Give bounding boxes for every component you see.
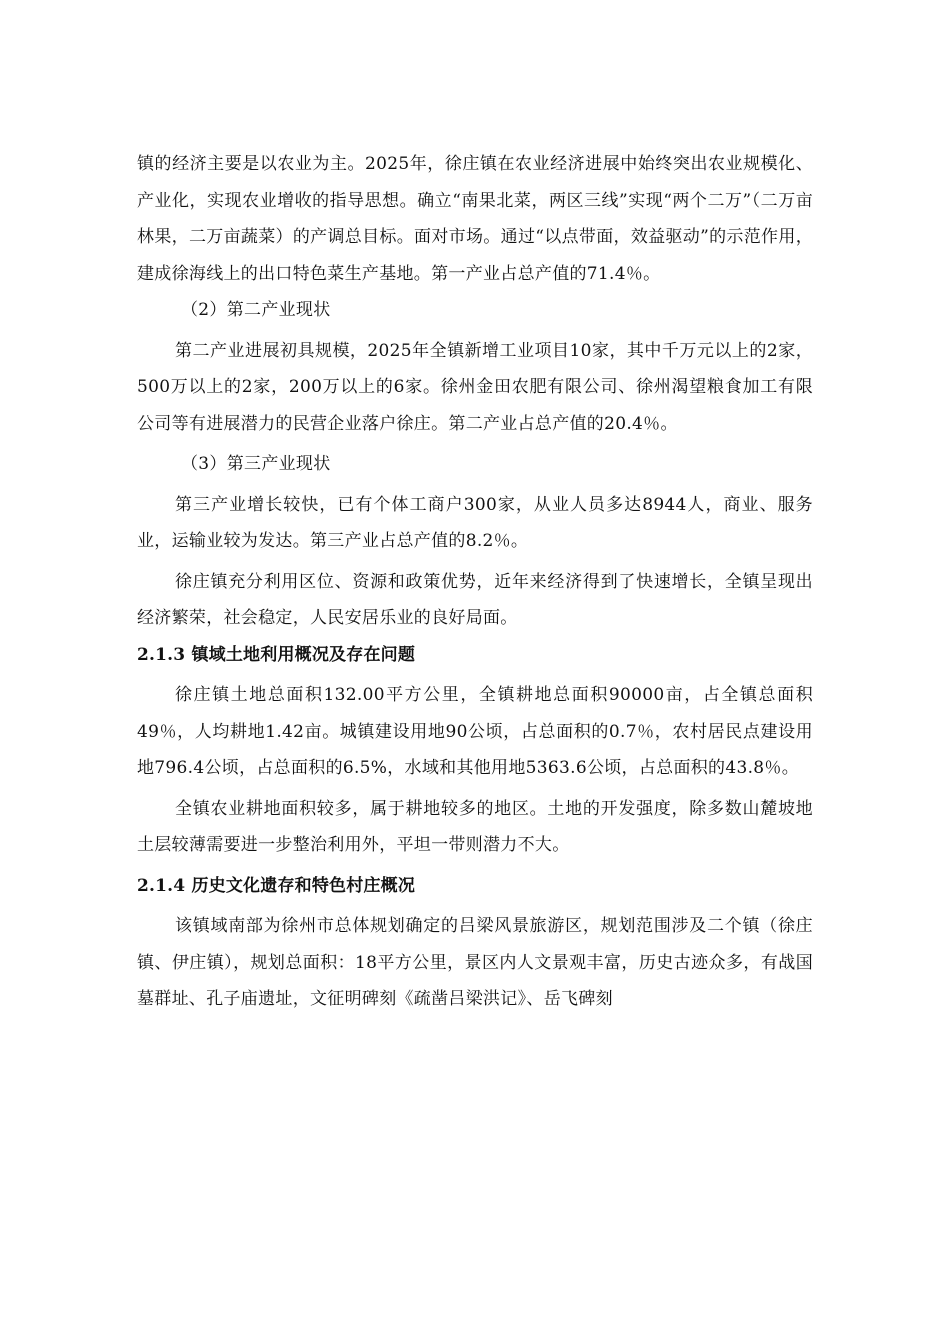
- paragraph-land-use: 徐庄镇土地总面积132.00平方公里，全镇耕地总面积90000亩，占全镇总面积49％，人均耕地1.42亩。城镇建设用地90公顷，占总面积的0.7％，农村居民点建设用地796.4公顷，占总面积的6.5%，水域和其他用地5363.6公顷，占总面积的43.8％。: [137, 685, 813, 778]
- subheading-secondary-industry: （2）第二产业现状: [181, 300, 331, 320]
- paragraph-primary-industry: 镇的经济主要是以农业为主。2025年，徐庄镇在农业经济进展中始终突出农业规模化、产业化，实现农业增收的指导思想。确立“南果北菜，两区三线”实现“两个二万”（二万亩林果，二万亩蔬菜）的产调总目标。面对市场。通过“以点带面，效益驱动”的示范作用，建成徐海线上的出口特色菜生产基地。第一产业占总产值的71.4％。: [137, 154, 813, 284]
- paragraph-tertiary-industry: 第三产业增长较快，已有个体工商户300家，从业人员多达8944人，商业、服务业，运输业较为发达。第三产业占总产值的8.2％。: [137, 494, 813, 551]
- paragraph-economy-summary: 徐庄镇充分利用区位、资源和政策优势，近年来经济得到了快速增长，全镇呈现出经济繁荣，社会稳定，人民安居乐业的良好局面。: [137, 571, 813, 628]
- document-page: [137, 146, 813, 1018]
- section-heading-2-1-4: 2.1.4 历史文化遗存和特色村庄概况: [137, 875, 416, 896]
- subheading-tertiary-industry: （3）第三产业现状: [181, 454, 331, 474]
- section-heading-2-1-3: 2.1.3 镇域土地利用概况及存在问题: [137, 644, 416, 665]
- paragraph-heritage: 该镇域南部为徐州市总体规划确定的吕梁风景旅游区，规划范围涉及二个镇（徐庄镇、伊庄镇），规划总面积：18平方公里，景区内人文景观丰富，历史古迹众多，有战国墓群址、孔子庙遗址，文征明碑刻《疏凿吕梁洪记》、岳飞碑刻: [137, 916, 813, 1009]
- paragraph-secondary-industry: 第二产业进展初具规模，2025年全镇新增工业项目10家，其中千万元以上的2家，500万以上的2家，200万以上的6家。徐州金田农肥有限公司、徐州渴望粮食加工有限公司等有进展潜力的民营企业落户徐庄。第二产业占总产值的20.4％。: [137, 340, 813, 434]
- paragraph-land-potential: 全镇农业耕地面积较多，属于耕地较多的地区。土地的开发强度，除多数山麓坡地土层较薄需要进一步整治利用外，平坦一带则潜力不大。: [137, 798, 813, 855]
